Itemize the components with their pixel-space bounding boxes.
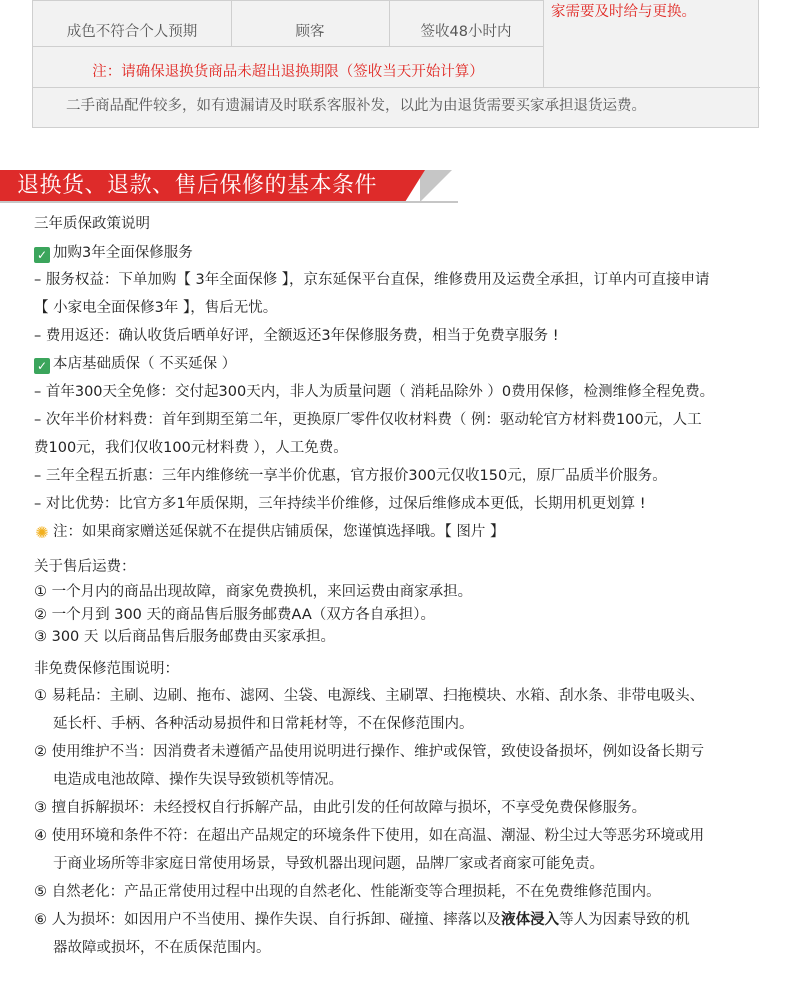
warranty-item-title bbox=[34, 352, 236, 374]
table-divider bbox=[33, 87, 760, 88]
warranty-line: – 服务权益：下单加购【 3年全面保修 】，京东延保平台直保，维修费用及运费全承担，订单内可直接申请 bbox=[34, 272, 710, 288]
table-cell-deadline: 签收48小时内 bbox=[420, 24, 512, 40]
table-cell-item: 成色不符合个人预期 bbox=[66, 24, 198, 40]
exclusions-heading: 非免费保修范围说明： bbox=[34, 661, 179, 677]
table-bottom-note: 二手商品配件较多，如有遗漏请及时联系客服补发，以此为由退货需要买家承担退货运费。 bbox=[66, 98, 646, 114]
table-side-note: 家需要及时给与更换。 bbox=[551, 4, 696, 20]
list-item-continuation: 器故障或损坏，不在质保范围内。 bbox=[53, 940, 271, 956]
list-item: ⑤ 自然老化：产品正常使用过程中出现的自然老化、性能渐变等合理损耗，不在免费维修范围内。 bbox=[34, 884, 661, 900]
list-item bbox=[34, 908, 690, 929]
warranty-line: – 费用返还：确认收货后晒单好评，全额返还3年保修服务费，相当于免费享服务 ! bbox=[34, 328, 559, 344]
section-title: 退换货、退款、售后保修的基本条件 bbox=[17, 173, 378, 198]
list-item-text: 等人为因素导致的机 bbox=[559, 912, 690, 928]
list-item-continuation: 于商业场所等非家庭日常使用场景，导致机器出现问题，品牌厂家或者商家可能免责。 bbox=[53, 856, 604, 872]
return-policy-table bbox=[32, 0, 759, 128]
warranty-line: – 三年全程五折惠：三年内维修统一享半价优惠，官方报价300元仅收150元，原厂品质半价服务。 bbox=[34, 468, 667, 484]
warranty-heading: 三年质保政策说明 bbox=[34, 216, 150, 232]
sparkle-icon: ✺ bbox=[35, 523, 49, 542]
list-item: ② 使用维护不当：因消费者未遵循产品使用说明进行操作、维护或保管，致使设备损坏，例如设备长期亏 bbox=[34, 744, 705, 760]
check-mark-button-icon: ✓ bbox=[34, 358, 50, 374]
banner-decoration bbox=[405, 170, 425, 202]
list-item-text: ⑥ 人为损坏：如因用户不当使用、操作失误、自行拆卸、碰撞、摔落以及 bbox=[34, 912, 502, 928]
warranty-item-title bbox=[34, 241, 193, 263]
table-red-note: 注：请确保退换货商品未超出退换期限（签收当天开始计算） bbox=[92, 64, 484, 80]
banner-underline bbox=[0, 201, 458, 203]
emphasis-text: 液体浸入 bbox=[501, 912, 560, 928]
list-item: ① 一个月内的商品出现故障，商家免费换机，来回运费由商家承担。 bbox=[34, 584, 473, 600]
warranty-item1-title: 加购3年全面保修服务 bbox=[53, 245, 193, 261]
table-divider bbox=[33, 0, 543, 1]
warranty-line: – 首年300天全免修：交付起300天内，非人为质量问题（ 消耗品除外 ）0费用保修，检测维修全程免费。 bbox=[34, 384, 715, 400]
table-cell-payer: 顾客 bbox=[295, 24, 325, 40]
list-item: ④ 使用环境和条件不符：在超出产品规定的环境条件下使用，如在高温、潮湿、粉尘过大等恶劣环境或用 bbox=[34, 828, 705, 844]
check-mark-button-icon: ✓ bbox=[34, 247, 50, 263]
warranty-line: 费100元，我们仅收100元材料费 ），人工免费。 bbox=[34, 440, 348, 456]
section-banner bbox=[0, 170, 455, 202]
warranty-note bbox=[34, 520, 504, 541]
shipping-heading: 关于售后运费： bbox=[34, 559, 136, 575]
list-item-continuation: 延长杆、手柄、各种活动易损件和日常耗材等，不在保修范围内。 bbox=[53, 716, 474, 732]
list-item: ③ 擅自拆解损坏：未经授权自行拆解产品，由此引发的任何故障与损坏，不享受免费保修服务。 bbox=[34, 800, 647, 816]
warranty-line: – 次年半价材料费：首年到期至第二年，更换原厂零件仅收材料费（ 例：驱动轮官方材料费100元，人工 bbox=[34, 412, 702, 428]
list-item: ① 易耗品：主刷、边刷、拖布、滤网、尘袋、电源线、主刷罩、扫拖模块、水箱、刮水条、非带电吸头、 bbox=[34, 688, 705, 704]
warranty-note-text: 注：如果商家赠送延保就不在提供店铺质保，您谨慎选择哦。【 图片 】 bbox=[53, 524, 505, 540]
warranty-line: – 对比优势：比官方多1年质保期，三年持续半价维修，过保后维修成本更低，长期用机更划算 ! bbox=[34, 496, 646, 512]
list-item: ③ 300 天 以后商品售后服务邮费由买家承担。 bbox=[34, 629, 336, 645]
list-item: ② 一个月到 300 天的商品售后服务邮费AA（双方各自承担）。 bbox=[34, 607, 435, 623]
warranty-item2-title: 本店基础质保（ 不买延保 ） bbox=[53, 356, 237, 372]
table-divider bbox=[33, 46, 543, 47]
warranty-line: 【 小家电全面保修3年 】，售后无忧。 bbox=[34, 300, 278, 316]
list-item-continuation: 电造成电池故障、操作失误导致锁机等情况。 bbox=[53, 772, 343, 788]
table-divider bbox=[543, 0, 544, 87]
